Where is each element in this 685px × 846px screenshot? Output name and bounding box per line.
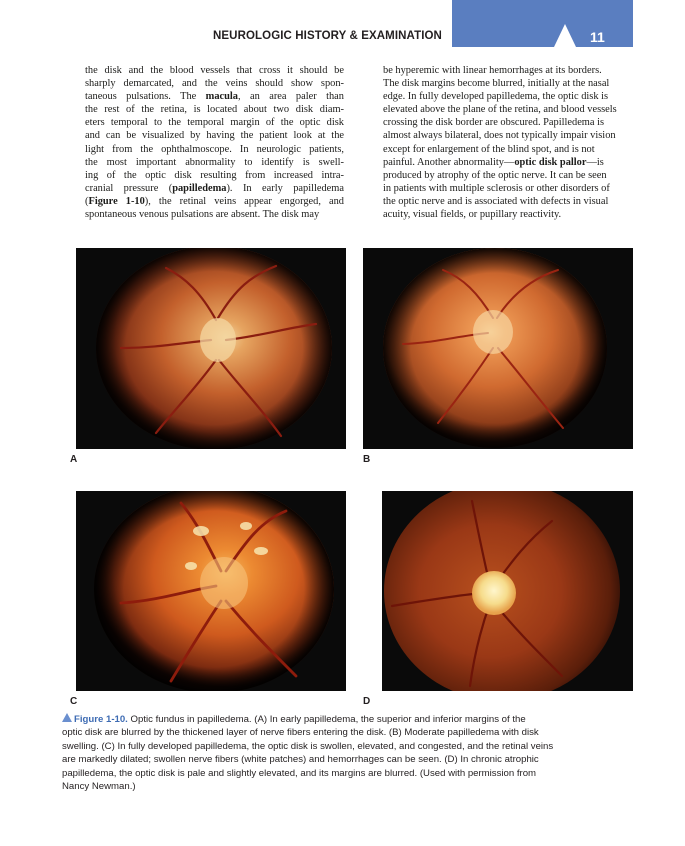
fundus-photo-c	[76, 491, 346, 691]
page-number: 11	[590, 29, 605, 45]
text-line: the disk and the blood vessels that cross it should be	[85, 65, 344, 76]
text-line: in patients with multiple sclerosis or other disorders of	[383, 182, 610, 194]
text-line: The disk margins become blurred, initially at the nasal	[383, 78, 610, 90]
text-line: edge. In fully developed papilledema, the optic disk is	[383, 91, 609, 103]
page-tab-bar	[452, 0, 633, 47]
caption-line: Nancy Newman.)	[62, 781, 136, 793]
figure-label: Figure 1-10.	[74, 714, 128, 725]
text-line: eters temporal to the temporal margin of the optic disk	[85, 117, 344, 129]
text-line: produced by atrophy of the optic nerve. It can be seen	[383, 169, 607, 181]
text-line: cranial pressure (papilledema). In early papilledema	[85, 182, 344, 194]
text-line: ing of the optic disk resulting from increased intra-	[85, 169, 344, 181]
fundus-photo-b	[363, 248, 633, 449]
fundus-photo-a	[76, 248, 346, 449]
text-line: almost always bilateral, does not typically impair vision	[383, 130, 616, 142]
panel-label-c: C	[70, 696, 78, 707]
text-line: acuity, visual fields, or pupillary reactivity.	[383, 209, 562, 221]
text-line: except for enlargement of the blind spot, and is not	[383, 143, 595, 155]
text-line: the most important abnormality to identify is swell-	[85, 156, 344, 168]
caption-line: swelling. (C) In fully developed papilledema, the optic disk is swollen, elevated, and congested, and the retinal veins	[62, 740, 554, 752]
panel-label-a: A	[70, 454, 78, 465]
text-line: taneous pulsations. The macula, an area paler than	[85, 91, 344, 103]
body-text-right-column	[383, 64, 631, 221]
text-line: sharply demarcated, and the veins should show spon-	[85, 78, 344, 90]
panel-label-d: D	[363, 696, 371, 707]
triangle-icon	[62, 713, 72, 722]
fundus-photo-d	[382, 491, 633, 691]
tab-triangle-icon	[554, 24, 576, 47]
text-line: painful. Another abnormality—optic disk pallor—is	[383, 156, 604, 168]
body-text-left-column	[85, 64, 344, 221]
text-line: (Figure 1-10), the retinal veins appear engorged, and	[85, 195, 344, 207]
caption-text: Optic fundus in papilledema. (A) In early papilledema, the superior and inferior margins of the	[127, 714, 526, 725]
text-line: crossing the disk border are obscured. Papilledema is	[383, 117, 605, 129]
text-line: the optic nerve and is associated with defects in visual	[383, 195, 609, 207]
text-line: be hyperemic with linear hemorrhages at its borders.	[383, 65, 602, 76]
caption-line	[62, 713, 647, 726]
text-line: spontaneous venous pulsations are absent. The disk may	[85, 209, 320, 221]
caption-line: are markedly dilated; swollen nerve fibers (white patches) and hemorrhages can be seen. (D) In chronic atrophic	[62, 754, 539, 766]
text-line: and can be visualized by having the patient look at the	[85, 130, 344, 142]
running-header: NEUROLOGIC HISTORY & EXAMINATION	[213, 30, 442, 42]
text-line: light from the ophthalmoscope. In neurologic patients,	[85, 143, 344, 155]
text-line: elevated above the plane of the retina, and blood vessels	[383, 104, 617, 116]
figure-caption	[62, 713, 647, 793]
panel-label-b: B	[363, 454, 371, 465]
caption-line: papilledema, the optic disk is pale and slightly elevated, and its margins are blurred. (Used with permission from	[62, 767, 537, 779]
text-line: the rest of the retina, is located about two disk diam-	[85, 104, 344, 116]
caption-line: optic disk are blurred by the thickened layer of nerve fibers entering the disk. (B) Moderate papilledema with disk	[62, 727, 539, 739]
